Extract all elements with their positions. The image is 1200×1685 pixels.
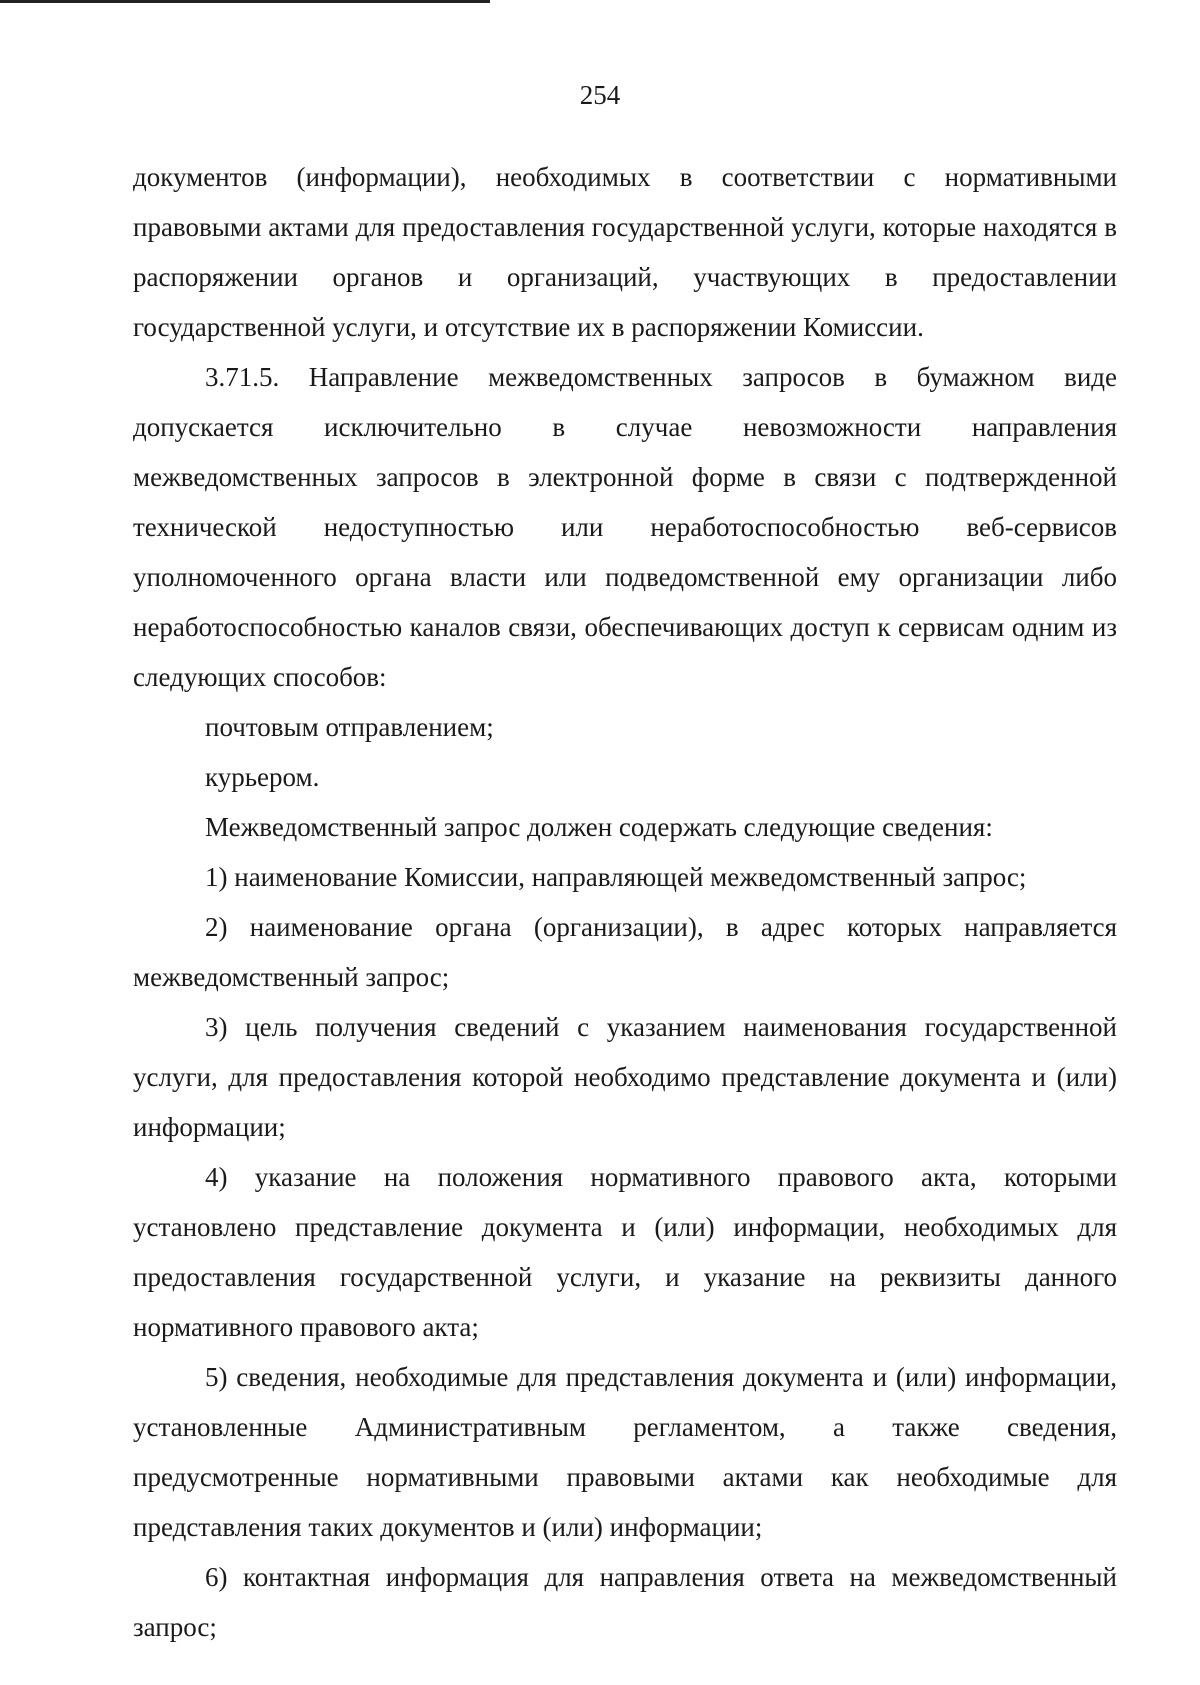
paragraph-method-mail: почтовым отправлением; [205,712,494,742]
list-item-6: 6) контактная информация для направления ответа на межведомственный запрос; [133,1562,1117,1642]
top-edge-line [0,0,490,3]
list-item-1: 1) наименование Комиссии, направляющей межведомственный запрос; [205,862,1027,892]
paragraph-3-71-5: 3.71.5. Направление межведомственных запросов в бумажном виде допускается исключительно в случае невозможности направления межведомственных запросов в электронной форме в связи с подтвержденной технической недоступностью или неработоспособностью веб-сервисов уполномоченного органа власти или подведомственной ему организации либо неработоспособностью каналов связи, обеспечивающих доступ к сервисам одним из следующих способов: [133,362,1117,692]
paragraph-method-courier: курьером. [205,762,320,792]
list-item-3: 3) цель получения сведений с указанием наименования государственной услуги, для предоставления которой необходимо представление документа и (или) информации; [133,1012,1117,1142]
page-number: 254 [579,80,621,110]
list-item-2: 2) наименование органа (организации), в адрес которых направляется межведомственный запрос; [133,912,1117,992]
paragraph-request-contents: Межведомственный запрос должен содержать следующие сведения: [205,812,993,842]
list-item-4: 4) указание на положения нормативного правового акта, которыми установлено представление документа и (или) информации, необходимых для предоставления государственной услуги, и указание на реквизиты данного нормативного правового акта; [133,1162,1117,1342]
paragraph-continued: документов (информации), необходимых в соответствии с нормативными правовыми актами для предоставления государственной услуги, которые находятся в распоряжении органов и организаций, участвующих в предоставлении государственной услуги, и отсутствие их в распоряжении Комиссии. [133,162,1117,342]
list-item-5: 5) сведения, необходимые для представления документа и (или) информации, установленные Административным регламентом, а также сведения, предусмотренные нормативными правовыми актами как необходимые для представления таких документов и (или) информации; [133,1362,1117,1542]
document-body [133,152,1117,1652]
